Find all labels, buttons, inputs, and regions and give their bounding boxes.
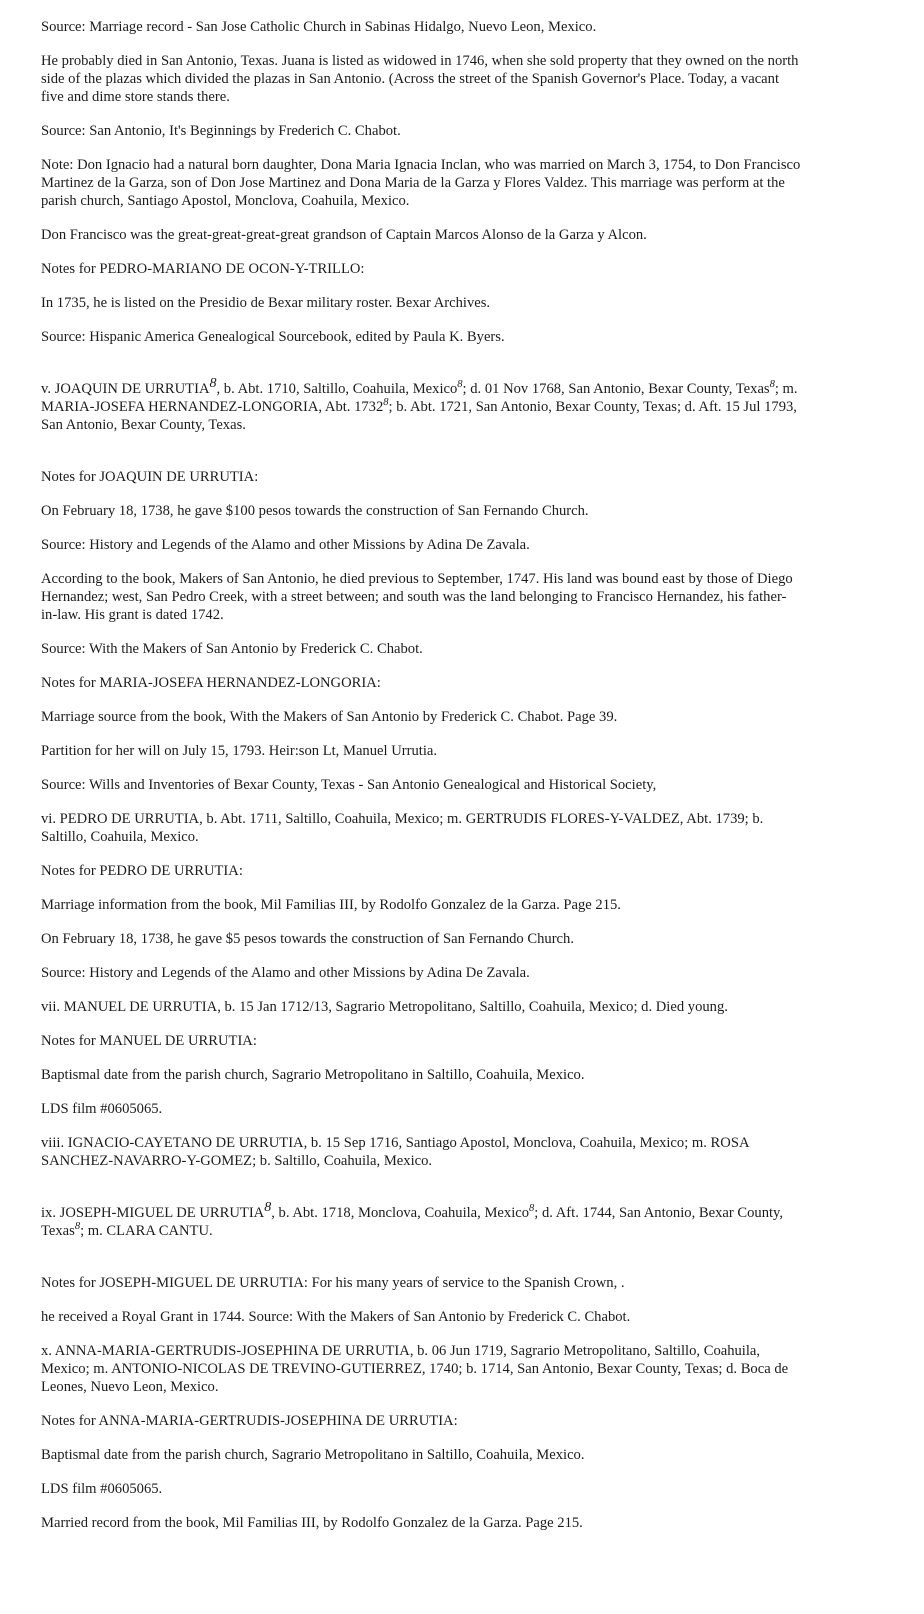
- entry-text: v. JOAQUIN DE URRUTIA: [41, 381, 210, 397]
- paragraph: Baptismal date from the parish church, Sagrario Metropolitano in Saltillo, Coahuila, Mexico.: [41, 1447, 585, 1463]
- paragraph: Married record from the book, Mil Familias III, by Rodolfo Gonzalez de la Garza. Page 215.: [41, 1515, 583, 1531]
- genealogy-entry-v: [41, 376, 801, 434]
- entry-text: ; m. CLARA CANTU.: [80, 1223, 213, 1239]
- paragraph: Marriage source from the book, With the Makers of San Antonio by Frederick C. Chabot. Page 39.: [41, 709, 618, 725]
- paragraph: Source: San Antonio, It's Beginnings by Frederich C. Chabot.: [41, 123, 401, 139]
- paragraph: LDS film #0605065.: [41, 1481, 163, 1497]
- entry-text: ; m. MARIA-JOSEFA HERNANDEZ-LONGORIA, Abt. 1732: [41, 381, 798, 415]
- notes-heading: Notes for JOAQUIN DE URRUTIA:: [41, 469, 259, 485]
- paragraph: Source: History and Legends of the Alamo and other Missions by Adina De Zavala.: [41, 537, 530, 553]
- source-ref: 8: [383, 397, 389, 409]
- source-ref: 8: [529, 1203, 535, 1215]
- source-ref: 8: [209, 376, 217, 392]
- genealogy-entry-viii: viii. IGNACIO-CAYETANO DE URRUTIA, b. 15 Sep 1716, Santiago Apostol, Monclova, Coahuila, Mexico; m. ROSA SANCHEZ-NAVARRO-Y-GOMEZ; b. Saltillo, Coahuila, Mexico.: [41, 1135, 749, 1169]
- paragraph: Source: Marriage record - San Jose Catholic Church in Sabinas Hidalgo, Nuevo Leon, Mexico.: [41, 19, 597, 35]
- entry-text: ; d. Aft. 1744, San Antonio, Bexar County, Texas: [41, 1205, 784, 1239]
- paragraph: According to the book, Makers of San Antonio, he died previous to September, 1747. His land was bound east by those of Diego Hernandez; west, San Pedro Creek, with a street between; and south was the land belonging to Francisco Hernandez, his father-in-law. His grant is dated 1742.: [41, 571, 793, 623]
- paragraph: On February 18, 1738, he gave $100 pesos towards the construction of San Fernando Church.: [41, 503, 589, 519]
- paragraph: Source: History and Legends of the Alamo and other Missions by Adina De Zavala.: [41, 965, 530, 981]
- genealogy-entry-ix: [41, 1200, 801, 1240]
- paragraph: he received a Royal Grant in 1744. Source: With the Makers of San Antonio by Frederick C. Chabot.: [41, 1309, 631, 1325]
- notes-heading: Notes for MARIA-JOSEFA HERNANDEZ-LONGORIA:: [41, 675, 381, 691]
- notes-heading: Notes for ANNA-MARIA-GERTRUDIS-JOSEPHINA DE URRUTIA:: [41, 1413, 458, 1429]
- entry-text: ; b. Abt. 1721, San Antonio, Bexar County, Texas; d. Aft. 15 Jul 1793, San Antonio, Bexar County, Texas.: [41, 399, 797, 433]
- paragraph: Baptismal date from the parish church, Sagrario Metropolitano in Saltillo, Coahuila, Mexico.: [41, 1067, 585, 1083]
- entry-text: , b. Abt. 1710, Saltillo, Coahuila, Mexico: [216, 381, 458, 397]
- source-ref: 8: [264, 1200, 272, 1216]
- source-ref: 8: [457, 379, 463, 391]
- paragraph: Source: Hispanic America Genealogical Sourcebook, edited by Paula K. Byers.: [41, 329, 505, 345]
- genealogy-entry-x: x. ANNA-MARIA-GERTRUDIS-JOSEPHINA DE URRUTIA, b. 06 Jun 1719, Sagrario Metropolitano, Saltillo, Coahuila, Mexico; m. ANTONIO-NICOLAS DE TREVINO-GUTIERREZ, 1740; b. 1714, San Antonio, Bexar County, Texas; d. Boca de Leones, Nuevo Leon, Mexico.: [41, 1343, 789, 1395]
- genealogy-entry-vii: vii. MANUEL DE URRUTIA, b. 15 Jan 1712/13, Sagrario Metropolitano, Saltillo, Coahuila, Mexico; d. Died young.: [41, 999, 728, 1015]
- paragraph: Source: With the Makers of San Antonio by Frederick C. Chabot.: [41, 641, 423, 657]
- entry-text: ; d. 01 Nov 1768, San Antonio, Bexar County, Texas: [462, 381, 770, 397]
- notes-heading: Notes for PEDRO-MARIANO DE OCON-Y-TRILLO:: [41, 261, 365, 277]
- notes-heading: Notes for PEDRO DE URRUTIA:: [41, 863, 243, 879]
- paragraph: Marriage information from the book, Mil Familias III, by Rodolfo Gonzalez de la Garza. Page 215.: [41, 897, 621, 913]
- notes-heading: Notes for JOSEPH-MIGUEL DE URRUTIA: For his many years of service to the Spanish Crown, .: [41, 1275, 625, 1291]
- paragraph: Source: Wills and Inventories of Bexar County, Texas - San Antonio Genealogical and Historical Society,: [41, 777, 657, 793]
- paragraph: LDS film #0605065.: [41, 1101, 163, 1117]
- source-ref: 8: [769, 379, 775, 391]
- paragraph: He probably died in San Antonio, Texas. Juana is listed as widowed in 1746, when she sold property that they owned on the north side of the plazas which divided the plazas in San Antonio. (Across the street of the Spanish Governor's Place. Today, a vacant five and dime store stands there.: [41, 53, 799, 105]
- paragraph: Note: Don Ignacio had a natural born daughter, Dona Maria Ignacia Inclan, who was married on March 3, 1754, to Don Francisco Martinez de la Garza, son of Don Jose Martinez and Dona Maria de la Garza y Flores Valdez. This marriage was perform at the parish church, Santiago Apostol, Monclova, Coahuila, Mexico.: [41, 157, 801, 209]
- paragraph: Partition for her will on July 15, 1793. Heir:son Lt, Manuel Urrutia.: [41, 743, 437, 759]
- paragraph: Don Francisco was the great-great-great-great grandson of Captain Marcos Alonso de la Garza y Alcon.: [41, 227, 647, 243]
- source-ref: 8: [74, 1221, 81, 1233]
- genealogy-entry-vi: vi. PEDRO DE URRUTIA, b. Abt. 1711, Saltillo, Coahuila, Mexico; m. GERTRUDIS FLORES-Y-VALDEZ, Abt. 1739; b. Saltillo, Coahuila, Mexico.: [41, 811, 764, 845]
- entry-text: ix. JOSEPH-MIGUEL DE URRUTIA: [41, 1205, 265, 1221]
- paragraph: On February 18, 1738, he gave $5 pesos towards the construction of San Fernando Church.: [41, 931, 574, 947]
- paragraph: In 1735, he is listed on the Presidio de Bexar military roster. Bexar Archives.: [41, 295, 491, 311]
- entry-text: , b. Abt. 1718, Monclova, Coahuila, Mexico: [271, 1205, 530, 1221]
- notes-heading: Notes for MANUEL DE URRUTIA:: [41, 1033, 257, 1049]
